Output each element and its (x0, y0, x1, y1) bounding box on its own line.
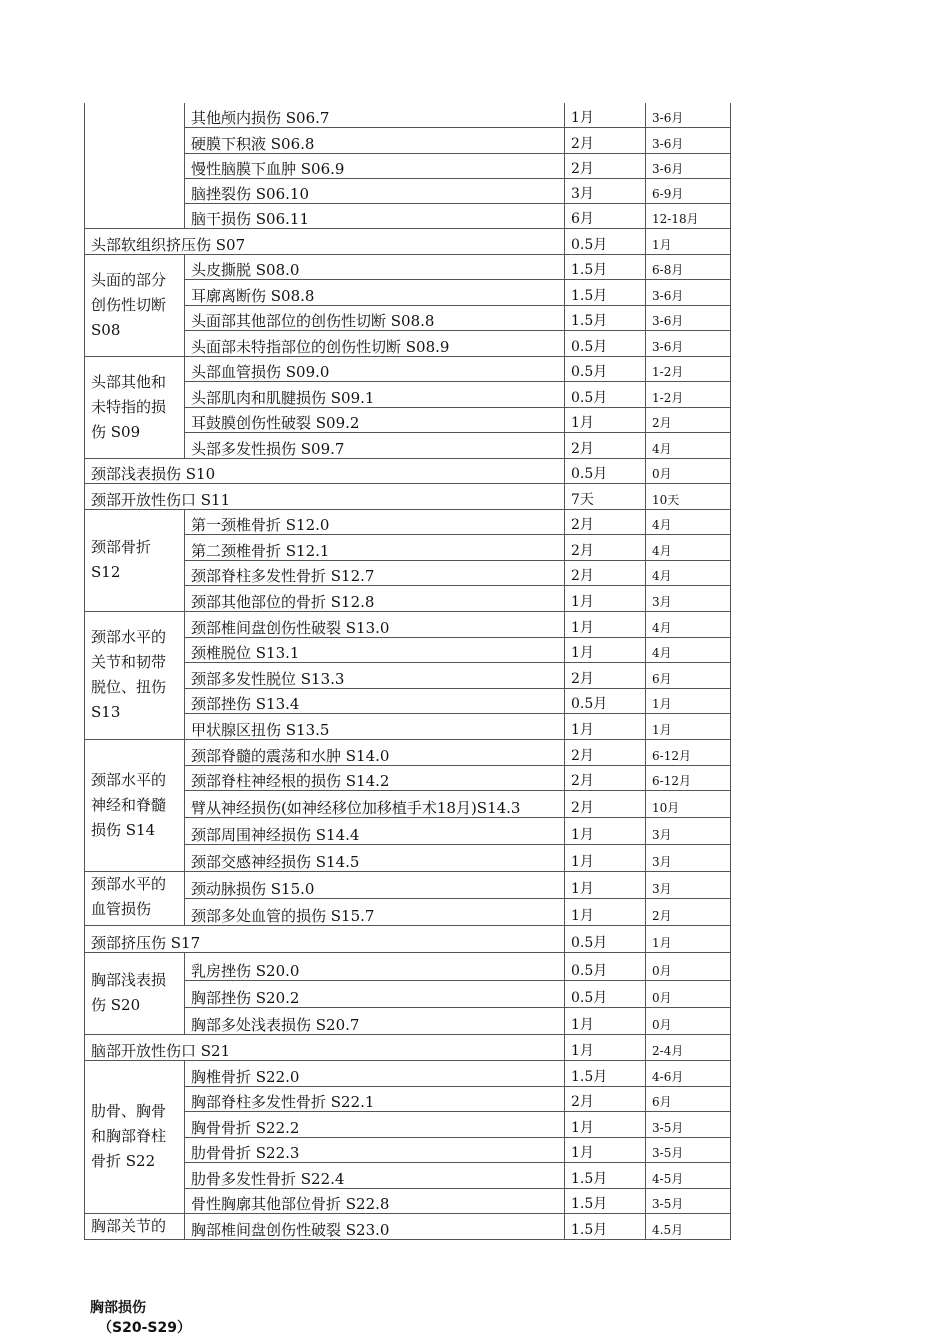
treatment-period-cell: 1月 (565, 1111, 646, 1137)
treatment-period-cell: 1月 (565, 407, 646, 432)
treatment-period-cell: 1月 (565, 817, 646, 844)
injury-name-cell: 乳房挫伤 S20.0 (185, 952, 565, 980)
recovery-period-cell: 3-6月 (646, 305, 731, 330)
injury-name-cell: 第一颈椎骨折 S12.0 (185, 509, 565, 534)
table-row (85, 228, 731, 254)
treatment-period-cell: 1月 (565, 611, 646, 637)
category-text: 颈部水平的神经和脊髓损伤 S14 (91, 770, 167, 839)
injury-name-cell: 颈部脊柱多发性骨折 S12.7 (185, 560, 565, 585)
treatment-period-cell: 1月 (565, 1007, 646, 1034)
category-text: 颈部水平的关节和韧带脱位、扭伤 S13 (91, 628, 167, 721)
injury-name-cell: 颈动脉损伤 S15.0 (185, 871, 565, 898)
treatment-period-cell: 1月 (565, 585, 646, 611)
injury-name-cell: 胸部挫伤 S20.2 (185, 980, 565, 1007)
injury-name-cell: 骨性胸廓其他部位骨折 S22.8 (185, 1188, 565, 1213)
category-cell: 颈部开放性伤口 S11 (85, 483, 565, 509)
injury-name-cell: 颈椎脱位 S13.1 (185, 637, 565, 662)
table-row (85, 458, 731, 483)
treatment-period-cell: 1.5月 (565, 279, 646, 305)
recovery-period-cell: 6-12月 (646, 765, 731, 790)
category-cell: 头部软组织挤压伤 S07 (85, 228, 565, 254)
injury-name-cell: 甲状腺区扭伤 S13.5 (185, 713, 565, 739)
table-row (85, 925, 731, 952)
treatment-period-cell: 1.5月 (565, 1188, 646, 1213)
injury-recovery-table (84, 103, 731, 1240)
injury-name-cell: 头部肌肉和肌腱损伤 S09.1 (185, 381, 565, 407)
treatment-period-cell: 1.5月 (565, 305, 646, 330)
treatment-period-cell: 1月 (565, 103, 646, 127)
injury-name-cell: 其他颅内损伤 S06.7 (185, 103, 565, 127)
category-cell: 脑部开放性伤口 S21 (85, 1034, 565, 1060)
category-text: 头部其他和未特指的损伤 S09 (91, 372, 167, 441)
recovery-period-cell: 3月 (646, 817, 731, 844)
category-text: 胸部关节的 (91, 1217, 167, 1235)
treatment-period-cell: 2月 (565, 662, 646, 688)
recovery-period-cell: 3-5月 (646, 1188, 731, 1213)
table-row (85, 356, 731, 381)
category-cell (85, 1060, 185, 1213)
injury-name-cell: 胸部脊柱多发性骨折 S22.1 (185, 1086, 565, 1111)
category-cell (85, 952, 185, 1034)
recovery-period-cell: 6-9月 (646, 178, 731, 203)
table-row (85, 952, 731, 980)
category-text: 颈部水平的血管损伤 (91, 875, 167, 918)
treatment-period-cell: 6月 (565, 203, 646, 228)
category-cell (85, 611, 185, 739)
treatment-period-cell: 1月 (565, 1137, 646, 1162)
treatment-period-cell: 2月 (565, 534, 646, 560)
treatment-period-cell: 0.5月 (565, 458, 646, 483)
table-row (85, 103, 731, 127)
recovery-period-cell: 4月 (646, 560, 731, 585)
injury-name-cell: 肋骨骨折 S22.3 (185, 1137, 565, 1162)
injury-name-cell: 颈部周围神经损伤 S14.4 (185, 817, 565, 844)
treatment-period-cell: 0.5月 (565, 330, 646, 356)
category-cell (85, 871, 185, 925)
injury-name-cell: 头皮撕脱 S08.0 (185, 254, 565, 279)
injury-name-cell: 第二颈椎骨折 S12.1 (185, 534, 565, 560)
injury-name-cell: 慢性脑膜下血肿 S06.9 (185, 153, 565, 178)
category-cell (85, 356, 185, 458)
treatment-period-cell: 2月 (565, 127, 646, 153)
injury-name-cell: 颈部脊髓的震荡和水肿 S14.0 (185, 739, 565, 765)
recovery-period-cell: 2-4月 (646, 1034, 731, 1060)
recovery-period-cell: 1月 (646, 925, 731, 952)
category-cell (85, 509, 185, 611)
recovery-period-cell: 0月 (646, 952, 731, 980)
category-cell (85, 1213, 185, 1239)
recovery-period-cell: 0月 (646, 980, 731, 1007)
treatment-period-cell: 2月 (565, 432, 646, 458)
recovery-period-cell: 3-6月 (646, 279, 731, 305)
recovery-period-cell: 2月 (646, 407, 731, 432)
treatment-period-cell: 1月 (565, 871, 646, 898)
injury-name-cell: 耳廓离断伤 S08.8 (185, 279, 565, 305)
treatment-period-cell: 3月 (565, 178, 646, 203)
table-row (85, 483, 731, 509)
recovery-period-cell: 6-12月 (646, 739, 731, 765)
recovery-period-cell: 3-6月 (646, 153, 731, 178)
injury-name-cell: 头部多发性损伤 S09.7 (185, 432, 565, 458)
treatment-period-cell: 1月 (565, 844, 646, 871)
injury-name-cell: 肋骨多发性骨折 S22.4 (185, 1162, 565, 1188)
treatment-period-cell: 1.5月 (565, 1060, 646, 1086)
recovery-period-cell: 3-5月 (646, 1137, 731, 1162)
recovery-period-cell: 0月 (646, 1007, 731, 1034)
table-body (85, 103, 731, 1239)
injury-name-cell: 颈部交感神经损伤 S14.5 (185, 844, 565, 871)
section-title: 胸部损伤 (90, 1300, 146, 1316)
treatment-period-cell: 0.5月 (565, 381, 646, 407)
category-text: 肋骨、胸骨和胸部脊柱骨折 S22 (91, 1102, 167, 1170)
recovery-period-cell: 4-5月 (646, 1162, 731, 1188)
treatment-period-cell: 2月 (565, 765, 646, 790)
table-row (85, 1060, 731, 1086)
recovery-period-cell: 4月 (646, 509, 731, 534)
recovery-period-cell: 0月 (646, 458, 731, 483)
treatment-period-cell: 2月 (565, 153, 646, 178)
recovery-period-cell: 10天 (646, 483, 731, 509)
recovery-period-cell: 6-8月 (646, 254, 731, 279)
table-row (85, 1213, 731, 1239)
table-row (85, 871, 731, 898)
table-row (85, 1034, 731, 1060)
injury-name-cell: 颈部其他部位的骨折 S12.8 (185, 585, 565, 611)
recovery-period-cell: 1月 (646, 688, 731, 713)
treatment-period-cell: 2月 (565, 739, 646, 765)
table-row (85, 254, 731, 279)
treatment-period-cell: 0.5月 (565, 952, 646, 980)
treatment-period-cell: 2月 (565, 790, 646, 817)
recovery-period-cell: 3月 (646, 844, 731, 871)
injury-name-cell: 颈部脊柱神经根的损伤 S14.2 (185, 765, 565, 790)
treatment-period-cell: 1月 (565, 637, 646, 662)
treatment-period-cell: 0.5月 (565, 980, 646, 1007)
category-cell (85, 739, 185, 871)
section-footer (90, 1298, 191, 1338)
injury-name-cell: 胸部椎间盘创伤性破裂 S23.0 (185, 1213, 565, 1239)
recovery-period-cell: 3月 (646, 871, 731, 898)
injury-name-cell: 臂从神经损伤(如神经移位加移植手术18月)S14.3 (185, 790, 565, 817)
recovery-period-cell: 10月 (646, 790, 731, 817)
recovery-period-cell: 6月 (646, 1086, 731, 1111)
treatment-period-cell: 1.5月 (565, 1162, 646, 1188)
injury-name-cell: 头面部未特指部位的创伤性切断 S08.9 (185, 330, 565, 356)
category-text: 头面的部分创伤性切断 S08 (91, 270, 167, 339)
injury-name-cell: 耳鼓膜创伤性破裂 S09.2 (185, 407, 565, 432)
table-row (85, 509, 731, 534)
treatment-period-cell: 2月 (565, 509, 646, 534)
category-cell (85, 103, 185, 228)
injury-name-cell: 胸骨骨折 S22.2 (185, 1111, 565, 1137)
category-cell (85, 254, 185, 356)
injury-name-cell: 胸部多处浅表损伤 S20.7 (185, 1007, 565, 1034)
recovery-period-cell: 4月 (646, 637, 731, 662)
recovery-period-cell: 4月 (646, 432, 731, 458)
injury-name-cell: 颈部椎间盘创伤性破裂 S13.0 (185, 611, 565, 637)
injury-name-cell: 脑干损伤 S06.11 (185, 203, 565, 228)
recovery-period-cell: 3-6月 (646, 103, 731, 127)
recovery-period-cell: 4.5月 (646, 1213, 731, 1239)
recovery-period-cell: 3月 (646, 585, 731, 611)
injury-name-cell: 胸椎骨折 S22.0 (185, 1060, 565, 1086)
treatment-period-cell: 1月 (565, 713, 646, 739)
injury-name-cell: 头部血管损伤 S09.0 (185, 356, 565, 381)
recovery-period-cell: 4-6月 (646, 1060, 731, 1086)
recovery-period-cell: 3-6月 (646, 127, 731, 153)
recovery-period-cell: 6月 (646, 662, 731, 688)
category-text: 胸部浅表损伤 S20 (91, 971, 167, 1014)
injury-name-cell: 硬膜下积液 S06.8 (185, 127, 565, 153)
category-text: 颈部骨折 S12 (91, 538, 152, 581)
table-row (85, 739, 731, 765)
injury-name-cell: 颈部挫伤 S13.4 (185, 688, 565, 713)
table-row (85, 611, 731, 637)
recovery-period-cell: 1月 (646, 713, 731, 739)
recovery-period-cell: 1月 (646, 228, 731, 254)
treatment-period-cell: 2月 (565, 1086, 646, 1111)
recovery-period-cell: 1-2月 (646, 381, 731, 407)
treatment-period-cell: 1.5月 (565, 1213, 646, 1239)
category-cell: 颈部挤压伤 S17 (85, 925, 565, 952)
recovery-period-cell: 4月 (646, 611, 731, 637)
injury-name-cell: 颈部多发性脱位 S13.3 (185, 662, 565, 688)
section-range: （S20-S29） (98, 1320, 191, 1336)
injury-name-cell: 头面部其他部位的创伤性切断 S08.8 (185, 305, 565, 330)
injury-name-cell: 颈部多处血管的损伤 S15.7 (185, 898, 565, 925)
recovery-period-cell: 4月 (646, 534, 731, 560)
treatment-period-cell: 0.5月 (565, 688, 646, 713)
treatment-period-cell: 1月 (565, 898, 646, 925)
recovery-period-cell: 2月 (646, 898, 731, 925)
treatment-period-cell: 7天 (565, 483, 646, 509)
recovery-period-cell: 12-18月 (646, 203, 731, 228)
treatment-period-cell: 1.5月 (565, 254, 646, 279)
injury-name-cell: 脑挫裂伤 S06.10 (185, 178, 565, 203)
treatment-period-cell: 1月 (565, 1034, 646, 1060)
treatment-period-cell: 0.5月 (565, 925, 646, 952)
recovery-period-cell: 3-6月 (646, 330, 731, 356)
recovery-period-cell: 1-2月 (646, 356, 731, 381)
treatment-period-cell: 0.5月 (565, 356, 646, 381)
treatment-period-cell: 2月 (565, 560, 646, 585)
treatment-period-cell: 0.5月 (565, 228, 646, 254)
recovery-period-cell: 3-5月 (646, 1111, 731, 1137)
category-cell: 颈部浅表损伤 S10 (85, 458, 565, 483)
